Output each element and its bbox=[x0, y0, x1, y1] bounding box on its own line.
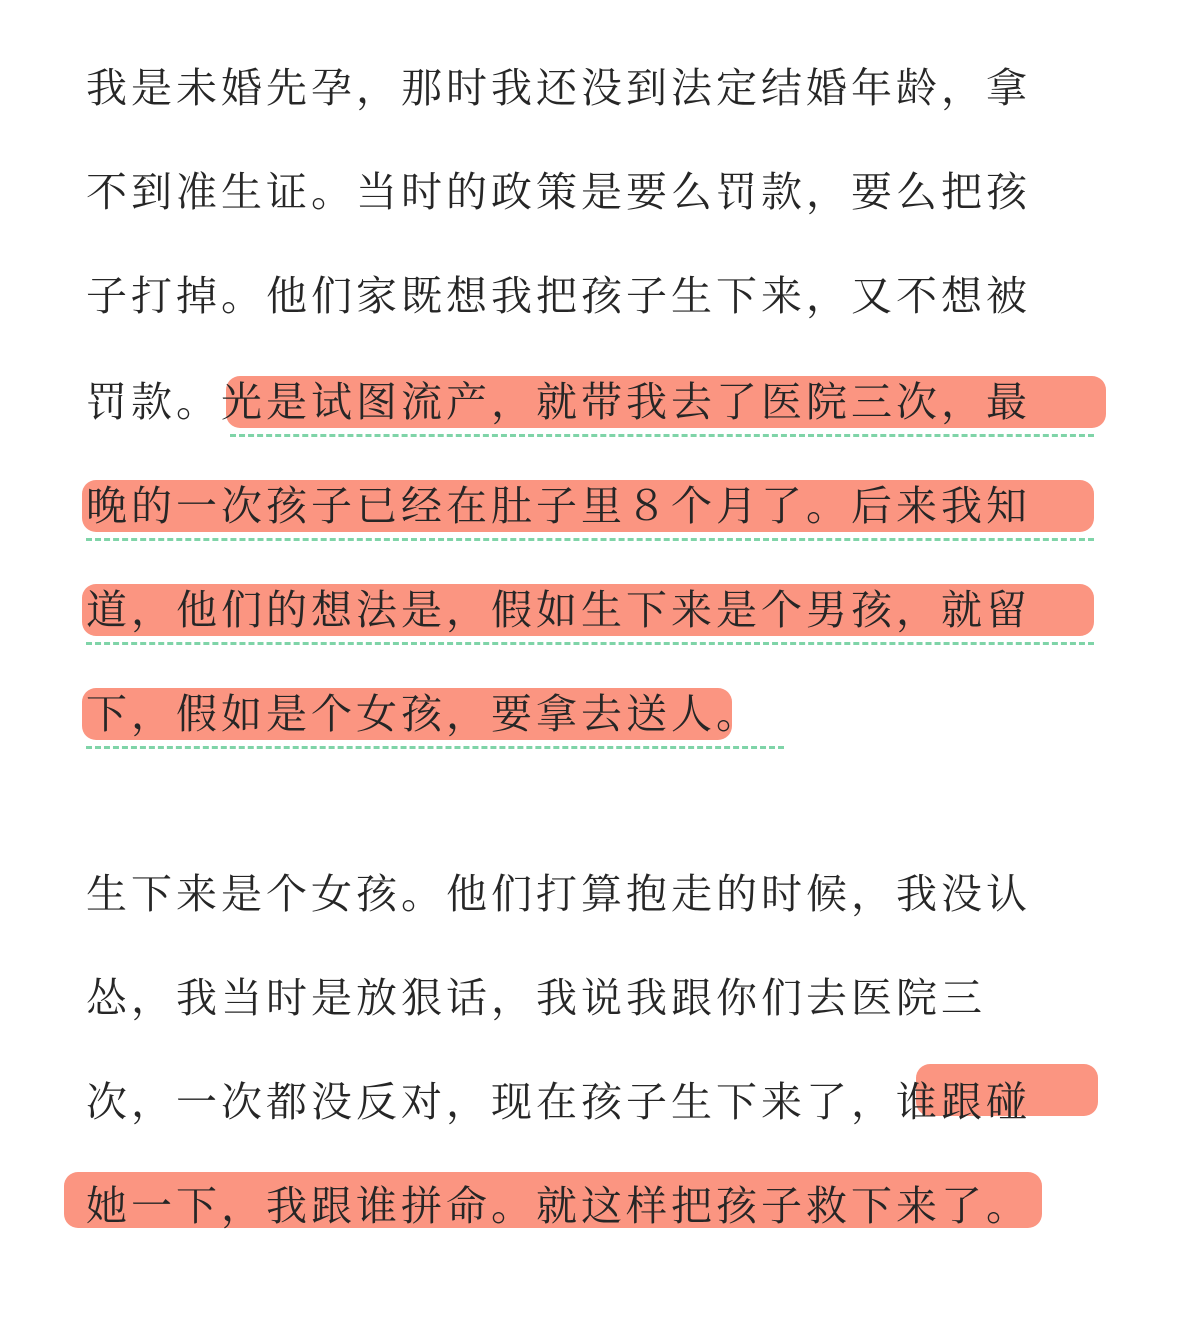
text-plain: 子打掉。他们家既想我把孩子生下来，又不想被 bbox=[86, 272, 1031, 320]
text-plain: 不到准生证。当时的政策是要么罚款，要么把孩 bbox=[86, 168, 1031, 216]
text-plain: 生下来是个女孩。他们打算抱走的时候，我没认 bbox=[86, 870, 1031, 918]
text-plain: 次，一次都没反对，现在孩子生下来了， bbox=[86, 1078, 896, 1126]
text-plain: 罚款。 bbox=[86, 378, 221, 426]
text-plain: 怂，我当时是放狠话，我说我跟你们去医院三 bbox=[86, 974, 986, 1022]
text-highlighted: 道，他们的想法是，假如生下来是个男孩，就留 bbox=[86, 586, 1031, 634]
text-line bbox=[86, 1176, 1031, 1236]
underline-dashed bbox=[86, 538, 1094, 541]
text-line bbox=[86, 968, 986, 1028]
text-line bbox=[86, 1072, 1031, 1132]
text-highlighted: 晚的一次孩子已经在肚子里８个月了。后来我知 bbox=[86, 482, 1031, 530]
text-line bbox=[86, 266, 1031, 326]
text-line bbox=[86, 476, 1031, 536]
text-highlighted: 下，假如是个女孩，要拿去送人 bbox=[86, 690, 716, 738]
text-plain: 我是未婚先孕，那时我还没到法定结婚年龄，拿 bbox=[86, 64, 1031, 112]
text-line bbox=[86, 162, 1031, 222]
underline-dashed bbox=[230, 434, 1094, 437]
text-highlighted: 谁跟碰 bbox=[896, 1078, 1031, 1126]
text-line bbox=[86, 580, 1031, 640]
text-highlighted: 她一下，我跟谁拼命。就这样把孩子救下来了。 bbox=[86, 1182, 1031, 1230]
underline-dashed bbox=[86, 746, 784, 749]
text-plain: 。 bbox=[716, 690, 761, 738]
text-line bbox=[86, 684, 761, 744]
text-line bbox=[86, 372, 1031, 432]
underline-dashed bbox=[86, 642, 1094, 645]
text-highlighted: 光是试图流产，就带我去了医院三次，最 bbox=[221, 378, 1031, 426]
text-line bbox=[86, 864, 1031, 924]
text-line bbox=[86, 58, 1031, 118]
